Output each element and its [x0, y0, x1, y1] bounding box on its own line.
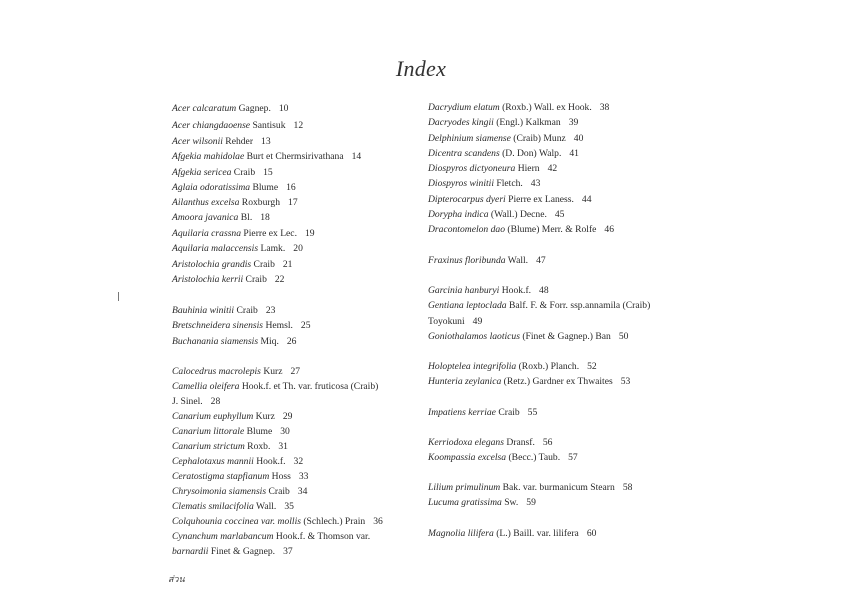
page-number: 36 — [373, 516, 383, 527]
page-number: 14 — [351, 151, 362, 162]
index-entry — [172, 152, 361, 162]
page-number: 47 — [536, 255, 546, 266]
index-entry — [428, 408, 537, 418]
page-number: 60 — [586, 528, 597, 539]
index-entry — [428, 498, 536, 508]
author-citation: Craib — [231, 167, 256, 178]
page-number: 45 — [554, 209, 565, 220]
index-entry — [428, 286, 549, 296]
page-number: 23 — [265, 305, 276, 316]
species-name: Colquhounia coccinea var. mollis — [172, 516, 301, 527]
author-citation: Bak. var. burmanicum Stearn — [500, 482, 615, 493]
index-entry — [172, 487, 307, 497]
page-number: 49 — [472, 316, 483, 327]
author-citation: (Roxb.) Wall. ex Hook. — [499, 102, 592, 113]
species-name: Canarium euphyllum — [172, 411, 254, 422]
author-citation: Craib — [243, 274, 267, 285]
species-name: Aristolochia kerrii — [172, 274, 244, 285]
species-name: barnardii — [172, 546, 209, 557]
author-citation: (L.) Baill. var. lilifera — [493, 528, 579, 539]
author-citation: Kurz — [253, 411, 275, 422]
author-citation: Burt et Chermsirivathana — [244, 151, 344, 162]
species-name: Dacrydium elatum — [428, 102, 500, 113]
index-entry — [172, 472, 308, 482]
author-citation: Lamk. — [258, 243, 286, 254]
index-entry — [172, 502, 294, 512]
page-number: 15 — [263, 167, 273, 178]
species-name: Garcinia hanburyi — [428, 285, 500, 296]
page-number: 39 — [568, 117, 579, 128]
author-citation: Kurz — [260, 366, 283, 377]
species-name: Aquilaria malaccensis — [172, 243, 259, 254]
author-citation: (Engl.) Kalkman — [493, 117, 561, 128]
index-entry — [428, 210, 564, 220]
page-number: 55 — [527, 407, 538, 418]
page-number: 25 — [300, 320, 311, 331]
index-entry — [428, 179, 540, 189]
author-citation: Hoss — [269, 471, 291, 482]
page-number: 17 — [288, 197, 298, 208]
author-citation: Wall. — [505, 255, 529, 266]
species-name: Canarium strictum — [172, 441, 245, 452]
species-name: Bretschneidera sinensis — [172, 320, 264, 331]
author-citation: Miq. — [258, 336, 279, 347]
index-entry — [172, 427, 290, 437]
species-name: Cynanchum marlabancum — [172, 531, 274, 542]
species-name: Diospyros winitii — [428, 178, 495, 189]
page-number: 27 — [290, 366, 301, 377]
species-name: Kerriodoxa elegans — [428, 437, 504, 448]
species-name: Lilium primulinum — [428, 482, 501, 493]
author-citation: (Wall.) Decne. — [488, 209, 547, 220]
index-entry — [428, 317, 482, 327]
species-name: Fraxinus floribunda — [428, 255, 506, 266]
index-entry — [172, 532, 378, 542]
index-entry — [172, 260, 292, 270]
page-number: 34 — [297, 486, 308, 497]
index-entry — [172, 412, 292, 422]
page-number: 30 — [280, 426, 290, 437]
page-number: 16 — [286, 182, 296, 193]
page-number: 52 — [587, 361, 597, 372]
page-number: 22 — [274, 274, 285, 285]
species-name: Chrysoimonia siamensis — [172, 486, 267, 497]
author-citation: Craib — [234, 305, 258, 316]
page-number: 19 — [304, 228, 315, 239]
index-entry — [428, 362, 597, 372]
author-citation: (Retz.) Gardner ex Thwaites — [501, 376, 613, 387]
index-entry — [172, 244, 303, 254]
species-name: Buchanania siamensis — [172, 336, 259, 347]
page-number: 21 — [282, 259, 293, 270]
author-citation: Hemsl. — [263, 320, 293, 331]
page-number: 46 — [604, 224, 614, 235]
index-entry — [172, 457, 303, 467]
author-citation: Craib — [266, 486, 290, 497]
author-citation: Toyokuni — [428, 316, 465, 327]
author-citation: Dransf. — [503, 437, 535, 448]
author-citation: Fletch. — [494, 178, 523, 189]
species-name: Hunteria zeylanica — [428, 376, 502, 387]
index-entry — [172, 337, 296, 347]
author-citation: J. Sinel. — [172, 396, 203, 407]
index-entry — [428, 149, 579, 159]
author-citation: (Schlech.) Prain — [300, 516, 366, 527]
author-citation: Hook.f. — [253, 456, 286, 467]
index-entry — [428, 438, 552, 448]
page-number: 53 — [620, 376, 631, 387]
index-entry — [428, 164, 557, 174]
species-name: Gentiana leptoclada — [428, 300, 507, 311]
index-entry — [172, 397, 220, 407]
page-number: 56 — [542, 437, 553, 448]
species-name: Dorypha indica — [428, 209, 489, 220]
index-entry — [428, 529, 596, 539]
author-citation: Santisuk — [250, 120, 286, 131]
species-name: Koompassia excelsa — [428, 452, 507, 463]
species-name: Goniothalamos laoticus — [428, 331, 520, 342]
author-citation: (Blume) Merr. & Rolfe — [505, 224, 597, 235]
page-number: 32 — [293, 456, 304, 467]
author-citation: Gagnep. — [236, 103, 271, 114]
index-entry — [428, 256, 546, 266]
page-number: 13 — [261, 136, 271, 147]
species-name: Bauhinia winitii — [172, 305, 235, 316]
page-number: 35 — [284, 501, 294, 512]
species-name: Aglaia odoratissima — [172, 182, 251, 193]
index-entry — [172, 121, 303, 131]
index-entry — [172, 517, 383, 527]
author-citation: Craib — [495, 407, 520, 418]
page-number: 18 — [260, 212, 270, 223]
species-name: Impatiens kerriae — [428, 407, 496, 418]
page-number: 59 — [526, 497, 536, 508]
page-number: 31 — [278, 441, 288, 452]
index-entry — [172, 137, 271, 147]
species-name: Magnolia lilifera — [428, 528, 494, 539]
page-number: 41 — [569, 148, 579, 159]
index-entry — [172, 229, 315, 239]
page-number: 40 — [573, 133, 584, 144]
page-number: 28 — [210, 396, 221, 407]
index-entry — [172, 168, 273, 178]
index-entry — [428, 377, 630, 387]
page-number: 42 — [547, 163, 558, 174]
index-entry — [428, 332, 628, 342]
author-citation: Wall. — [253, 501, 277, 512]
scan-mark — [118, 292, 119, 301]
author-citation: Pierre ex Lec. — [241, 228, 297, 239]
author-citation: Bl. — [238, 212, 253, 223]
page-number: 48 — [539, 285, 549, 296]
author-citation: Finet & Gagnep. — [208, 546, 276, 557]
index-entry — [172, 183, 296, 193]
species-name: Clematis smilacifolia — [172, 501, 254, 512]
species-name: Canarium littorale — [172, 426, 245, 437]
page-number: 33 — [298, 471, 309, 482]
species-name: Delphinium siamense — [428, 133, 511, 144]
species-name: Dipterocarpus dyeri — [428, 194, 506, 205]
index-entry — [172, 104, 288, 114]
species-name: Amoora javanica — [172, 212, 239, 223]
species-name: Holoptelea integrifolia — [428, 361, 517, 372]
species-name: Dracontomelon dao — [428, 224, 506, 235]
species-name: Lucuma gratissima — [428, 497, 502, 508]
species-name: Dicentra scandens — [428, 148, 500, 159]
species-name: Aristolochia grandis — [172, 259, 252, 270]
page-number: 44 — [581, 194, 592, 205]
index-entry — [172, 321, 311, 331]
author-citation: Roxb. — [244, 441, 271, 452]
index-entry — [428, 118, 578, 128]
page-number: 26 — [286, 336, 297, 347]
index-entry — [428, 103, 609, 113]
page-number: 57 — [568, 452, 578, 463]
species-name: Dacryodes kingii — [428, 117, 494, 128]
author-citation: Rehder — [222, 136, 254, 147]
index-entry — [428, 301, 658, 311]
species-name: Afgekia sericea — [172, 167, 232, 178]
author-citation: Craib — [251, 259, 275, 270]
index-entry — [428, 195, 592, 205]
author-citation: Blume — [250, 182, 279, 193]
index-entry — [428, 453, 578, 463]
index-entry — [172, 275, 284, 285]
author-citation: (D. Don) Walp. — [499, 148, 562, 159]
page-number: 37 — [283, 546, 293, 557]
author-citation: Hook.f. — [499, 285, 532, 296]
page-number: 58 — [622, 482, 633, 493]
species-name: Camellia oleifera — [172, 381, 240, 392]
author-citation: Sw. — [501, 497, 519, 508]
index-entry — [172, 213, 270, 223]
page-number: 10 — [278, 103, 289, 114]
page-number: 43 — [530, 178, 541, 189]
index-entry — [172, 306, 275, 316]
page-number: 50 — [618, 331, 629, 342]
author-citation: (Craib) Munz — [510, 133, 566, 144]
author-citation: (Becc.) Taub. — [506, 452, 561, 463]
index-entry — [172, 382, 386, 392]
species-name: Calocedrus macrolepis — [172, 366, 261, 377]
index-entry — [428, 225, 614, 235]
author-citation: Pierre ex Laness. — [505, 194, 574, 205]
author-citation: Balf. F. & Forr. ssp.annamila (Craib) — [506, 300, 651, 311]
page-number: 38 — [599, 102, 610, 113]
species-name: Acer calcaratum — [172, 103, 237, 114]
author-citation: (Roxb.) Planch. — [516, 361, 580, 372]
index-entry — [428, 483, 632, 493]
index-entry — [172, 547, 293, 557]
index-entry — [428, 134, 583, 144]
index-entry — [172, 442, 288, 452]
page-stamp: ส่วน — [168, 574, 185, 584]
page-number: 29 — [282, 411, 293, 422]
species-name: Afgekia mahidolae — [172, 151, 245, 162]
page-title: Index — [395, 56, 447, 81]
index-entry — [172, 367, 300, 377]
author-citation: (Finet & Gagnep.) Ban — [519, 331, 611, 342]
page-number: 20 — [293, 243, 303, 254]
species-name: Acer chiangdaoense — [172, 120, 251, 131]
species-name: Acer wilsonii — [172, 136, 223, 147]
author-citation: Roxburgh — [239, 197, 281, 208]
author-citation: Hook.f. et Th. var. fruticosa (Craib) — [239, 381, 379, 392]
species-name: Cephalotaxus mannii — [172, 456, 254, 467]
species-name: Diospyros dictyoneura — [428, 163, 516, 174]
species-name: Aquilaria crassna — [172, 228, 242, 239]
author-citation: Blume — [244, 426, 273, 437]
index-entry — [172, 198, 298, 208]
page-number: 12 — [293, 120, 304, 131]
author-citation: Hiern — [515, 163, 540, 174]
species-name: Ceratostigma stapfianum — [172, 471, 270, 482]
species-name: Ailanthus excelsa — [172, 197, 240, 208]
author-citation: Hook.f. & Thomson var. — [273, 531, 371, 542]
